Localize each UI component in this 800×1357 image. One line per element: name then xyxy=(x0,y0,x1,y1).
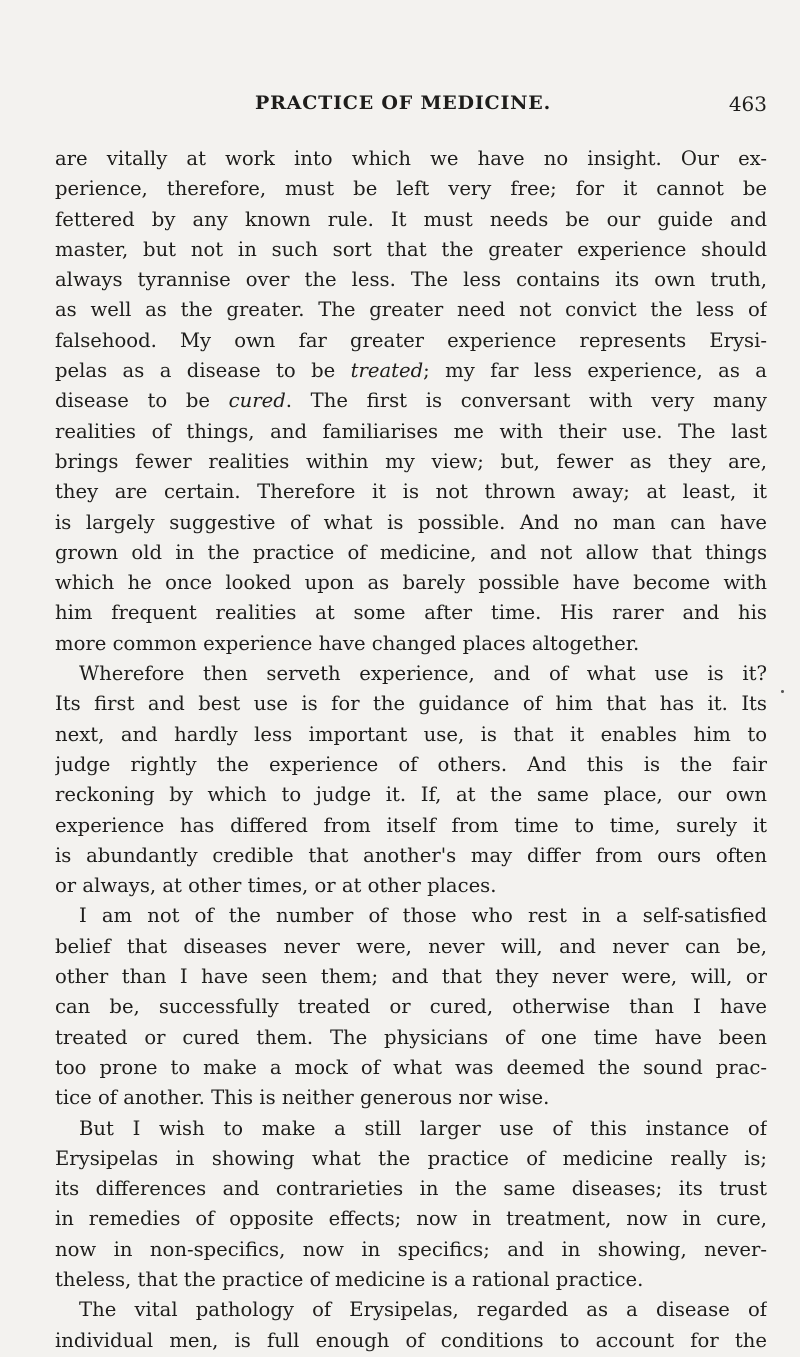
text-line-10: realities of things, and familiarises me with their use. The last xyxy=(55,419,767,443)
text-line-17: more common experience have changed places altogether. xyxy=(55,631,640,655)
text-line-30: treated or cured them. The physicians of one time have been xyxy=(55,1025,767,1049)
running-title: PRACTICE OF MEDICINE. xyxy=(255,92,551,114)
text-line-36: in remedies of opposite effects; now in treatment, now in cure, xyxy=(55,1207,767,1231)
text-line-22: reckoning by which to judge it. If, at the same place, our own xyxy=(55,783,767,807)
text-line-4: master, but not in such sort that the greater experience should xyxy=(55,237,767,261)
text-line-1: are vitally at work into which we have no insight. Our ex- xyxy=(55,147,767,170)
text-line-3: fettered by any known rule. It must needs be our guide and xyxy=(55,207,767,231)
body-text xyxy=(55,144,767,1356)
text-line-13: is largely suggestive of what is possible. And no man can have xyxy=(55,510,767,534)
text-line-16: him frequent realities at some after time. His rarer and his xyxy=(55,601,767,625)
text-line-26: I am not of the number of those who rest in a self-satisfied xyxy=(79,904,767,928)
text-line-8-end: ; my far less experience, as a xyxy=(423,359,767,383)
text-line-32: tice of another. This is neither generous nor wise. xyxy=(55,1086,550,1110)
text-line-39: The vital pathology of Erysipelas, regarded as a disease of xyxy=(79,1298,767,1322)
text-line-35: its differences and contrarieties in the same diseases; its trust xyxy=(55,1177,767,1201)
text-line-2: perience, therefore, must be left very free; for it cannot be xyxy=(55,177,767,201)
page-number: 463 xyxy=(728,92,767,116)
text-line-9 xyxy=(55,386,767,416)
text-line-27: belief that diseases never were, never will, and never can be, xyxy=(55,934,767,958)
text-line-15: which he once looked upon as barely possible have become with xyxy=(55,571,767,595)
text-line-14: grown old in the practice of medicine, and not allow that things xyxy=(55,540,767,564)
italic-cured: cured xyxy=(228,389,286,413)
text-line-12: they are certain. Therefore it is not thrown away; at least, it xyxy=(55,480,767,504)
text-line-28: other than I have seen them; and that they never were, will, or xyxy=(55,965,767,989)
text-line-34: Erysipelas in showing what the practice of medicine really is; xyxy=(55,1146,767,1170)
text-line-9-start: disease to be xyxy=(55,389,229,413)
text-line-38: theless, that the practice of medicine is a rational practice. xyxy=(55,1267,644,1291)
text-line-6: as well as the greater. The greater need not convict the less of xyxy=(55,298,767,322)
text-line-18: Wherefore then serveth experience, and of what use is it? xyxy=(79,662,767,686)
text-line-25: or always, at other times, or at other places. xyxy=(55,874,497,898)
text-line-8 xyxy=(55,356,767,386)
text-line-5: always tyrannise over the less. The less contains its own truth, xyxy=(55,268,767,292)
text-line-19: Its first and best use is for the guidance of him that has it. Its xyxy=(55,692,767,716)
text-line-8-start: pelas as a disease to be xyxy=(55,359,351,383)
text-line-11: brings fewer realities within my view; but, fewer as they are, xyxy=(55,449,767,473)
page-header xyxy=(255,92,767,122)
text-line-20: next, and hardly less important use, is that it enables him to xyxy=(55,722,767,746)
text-line-24: is abundantly credible that another's may differ from ours often xyxy=(55,843,767,867)
text-line-33: But I wish to make a still larger use of this instance of xyxy=(79,1116,767,1140)
text-line-37: now in non-specifics, now in specifics; and in showing, never- xyxy=(55,1237,767,1261)
text-line-9-end: . The first is conversant with very many xyxy=(285,389,767,413)
text-line-31: too prone to make a mock of what was deemed the sound prac- xyxy=(55,1055,767,1079)
margin-speck xyxy=(781,690,784,693)
text-line-23: experience has differed from itself from time to time, surely it xyxy=(55,813,767,837)
text-line-40: individual men, is full enough of conditions to account for the xyxy=(55,1328,767,1352)
text-line-7: falsehood. My own far greater experience represents Erysi- xyxy=(55,328,767,352)
text-line-21: judge rightly the experience of others. And this is the fair xyxy=(55,752,767,776)
italic-treated: treated xyxy=(350,359,424,383)
text-line-29: can be, successfully treated or cured, otherwise than I have xyxy=(55,995,767,1019)
